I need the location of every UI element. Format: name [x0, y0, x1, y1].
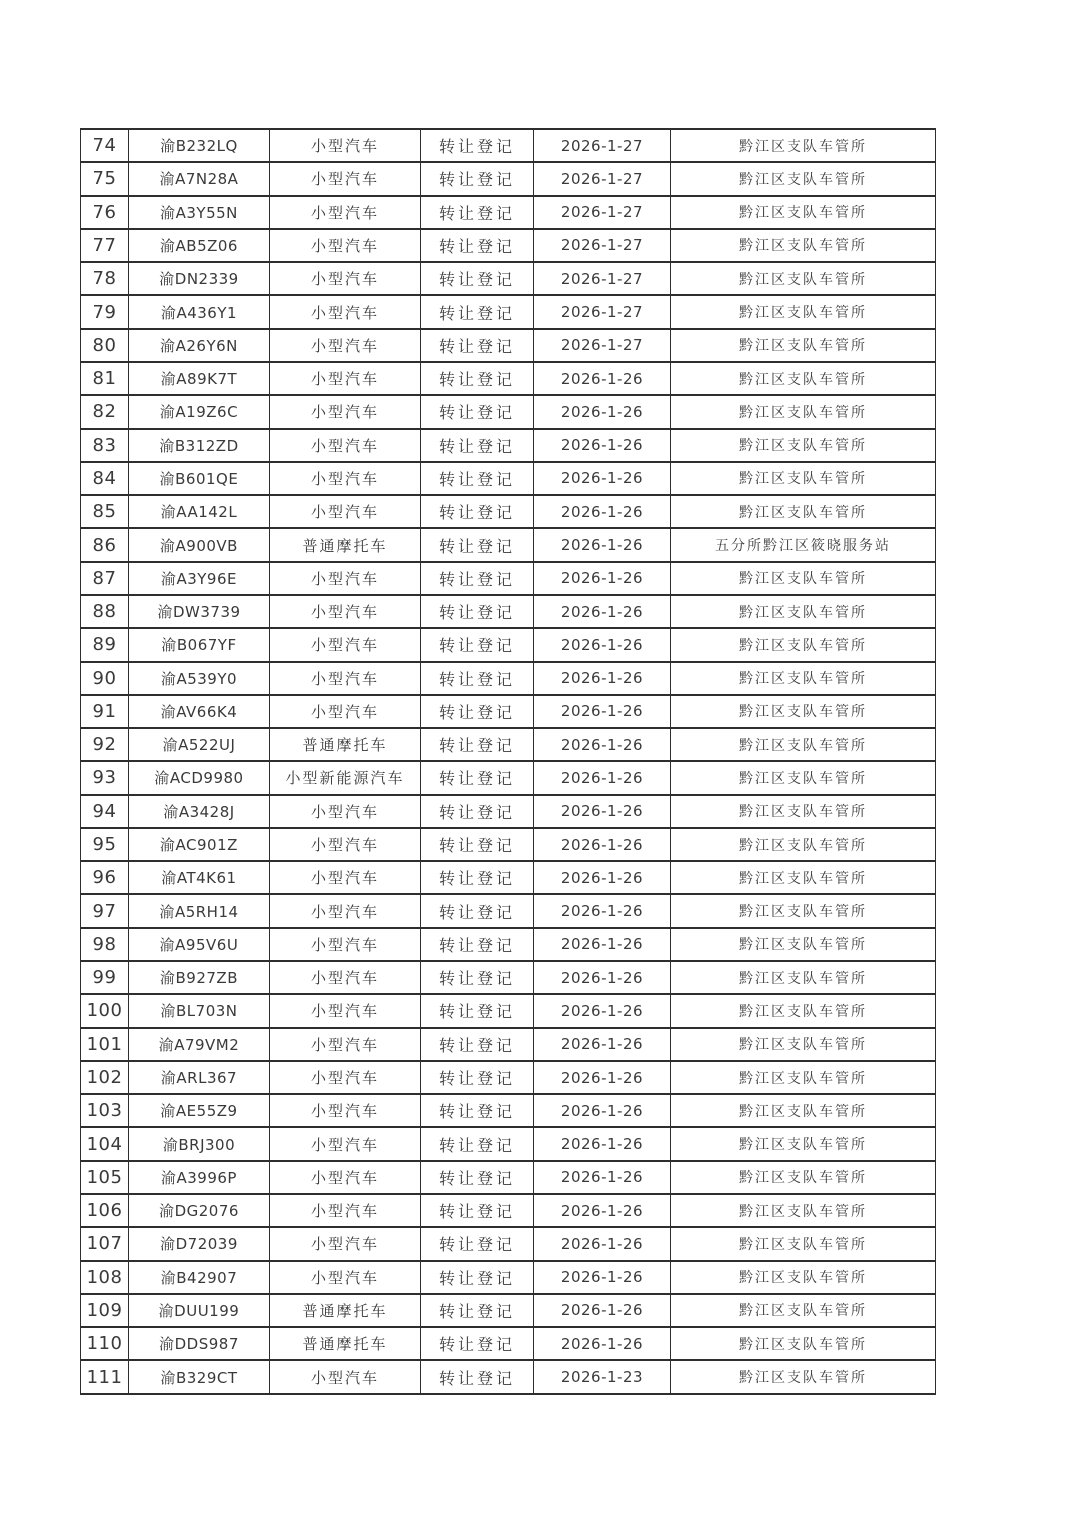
registration-office: 黔江区支队车管所 — [671, 961, 936, 994]
registration-type: 转让登记 — [421, 828, 534, 861]
row-index: 109 — [81, 1294, 129, 1327]
registration-office: 黔江区支队车管所 — [671, 1227, 936, 1260]
registration-date: 2026-1-27 — [534, 129, 671, 162]
registration-type: 转让登记 — [421, 1127, 534, 1160]
row-index: 102 — [81, 1061, 129, 1094]
row-index: 74 — [81, 129, 129, 162]
plate-number: 渝B067YF — [129, 628, 270, 661]
registration-type: 转让登记 — [421, 229, 534, 262]
plate-number: 渝A539Y0 — [129, 662, 270, 695]
vehicle-type: 小型汽车 — [270, 329, 421, 362]
plate-number: 渝DW3739 — [129, 595, 270, 628]
vehicle-type: 小型汽车 — [270, 495, 421, 528]
registration-type: 转让登记 — [421, 894, 534, 927]
registration-office: 黔江区支队车管所 — [671, 1028, 936, 1061]
plate-number: 渝B601QE — [129, 462, 270, 495]
row-index: 88 — [81, 595, 129, 628]
registration-office: 黔江区支队车管所 — [671, 395, 936, 428]
registration-type: 转让登记 — [421, 1028, 534, 1061]
registration-office: 黔江区支队车管所 — [671, 329, 936, 362]
registration-type: 转让登记 — [421, 395, 534, 428]
registration-office: 黔江区支队车管所 — [671, 1327, 936, 1360]
vehicle-type: 小型汽车 — [270, 1360, 421, 1394]
row-index: 98 — [81, 928, 129, 961]
registration-type: 转让登记 — [421, 429, 534, 462]
table-row — [81, 329, 936, 362]
registration-type: 转让登记 — [421, 795, 534, 828]
vehicle-type: 小型汽车 — [270, 362, 421, 395]
table-row — [81, 528, 936, 561]
table-row — [81, 1161, 936, 1194]
plate-number: 渝A7N28A — [129, 162, 270, 195]
registration-office: 黔江区支队车管所 — [671, 429, 936, 462]
row-index: 92 — [81, 728, 129, 761]
registration-office: 黔江区支队车管所 — [671, 928, 936, 961]
row-index: 76 — [81, 196, 129, 229]
row-index: 103 — [81, 1094, 129, 1127]
vehicle-type: 小型汽车 — [270, 1061, 421, 1094]
registration-date: 2026-1-26 — [534, 362, 671, 395]
table-row — [81, 1127, 936, 1160]
registration-date: 2026-1-26 — [534, 994, 671, 1027]
registration-office: 黔江区支队车管所 — [671, 695, 936, 728]
plate-number: 渝A3996P — [129, 1161, 270, 1194]
row-index: 105 — [81, 1161, 129, 1194]
table-row — [81, 662, 936, 695]
registration-type: 转让登记 — [421, 761, 534, 794]
row-index: 78 — [81, 262, 129, 295]
vehicle-registration-table — [80, 128, 936, 1395]
row-index: 104 — [81, 1127, 129, 1160]
vehicle-type: 小型汽车 — [270, 129, 421, 162]
registration-type: 转让登记 — [421, 129, 534, 162]
row-index: 91 — [81, 695, 129, 728]
table-row — [81, 395, 936, 428]
registration-date: 2026-1-26 — [534, 495, 671, 528]
registration-type: 转让登记 — [421, 1327, 534, 1360]
registration-office: 五分所黔江区筱晓服务站 — [671, 528, 936, 561]
registration-office: 黔江区支队车管所 — [671, 894, 936, 927]
registration-date: 2026-1-26 — [534, 1227, 671, 1260]
row-index: 77 — [81, 229, 129, 262]
registration-date: 2026-1-26 — [534, 595, 671, 628]
row-index: 90 — [81, 662, 129, 695]
plate-number: 渝B42907 — [129, 1261, 270, 1294]
registration-type: 转让登记 — [421, 196, 534, 229]
registration-date: 2026-1-26 — [534, 695, 671, 728]
registration-type: 转让登记 — [421, 961, 534, 994]
vehicle-type: 小型汽车 — [270, 562, 421, 595]
registration-office: 黔江区支队车管所 — [671, 295, 936, 328]
table-row — [81, 928, 936, 961]
vehicle-type: 小型汽车 — [270, 662, 421, 695]
registration-type: 转让登记 — [421, 728, 534, 761]
registration-date: 2026-1-26 — [534, 562, 671, 595]
vehicle-type: 小型汽车 — [270, 894, 421, 927]
row-index: 97 — [81, 894, 129, 927]
table-row — [81, 429, 936, 462]
registration-office: 黔江区支队车管所 — [671, 628, 936, 661]
vehicle-type: 小型汽车 — [270, 395, 421, 428]
vehicle-type: 小型汽车 — [270, 595, 421, 628]
table-row — [81, 129, 936, 162]
row-index: 95 — [81, 828, 129, 861]
plate-number: 渝DDS987 — [129, 1327, 270, 1360]
table-row — [81, 562, 936, 595]
row-index: 84 — [81, 462, 129, 495]
registration-office: 黔江区支队车管所 — [671, 1261, 936, 1294]
table-row — [81, 262, 936, 295]
row-index: 94 — [81, 795, 129, 828]
registration-date: 2026-1-26 — [534, 1028, 671, 1061]
registration-date: 2026-1-26 — [534, 462, 671, 495]
table-row — [81, 295, 936, 328]
registration-office: 黔江区支队车管所 — [671, 1094, 936, 1127]
plate-number: 渝AT4K61 — [129, 861, 270, 894]
row-index: 96 — [81, 861, 129, 894]
vehicle-type: 小型汽车 — [270, 1094, 421, 1127]
table-row — [81, 462, 936, 495]
vehicle-type: 小型汽车 — [270, 994, 421, 1027]
registration-office: 黔江区支队车管所 — [671, 196, 936, 229]
vehicle-type: 普通摩托车 — [270, 728, 421, 761]
registration-office: 黔江区支队车管所 — [671, 495, 936, 528]
table-row — [81, 229, 936, 262]
records-table-body — [81, 129, 936, 1394]
plate-number: 渝A89K7T — [129, 362, 270, 395]
table-row — [81, 994, 936, 1027]
registration-type: 转让登记 — [421, 528, 534, 561]
plate-number: 渝A5RH14 — [129, 894, 270, 927]
row-index: 106 — [81, 1194, 129, 1227]
plate-number: 渝A900VB — [129, 528, 270, 561]
plate-number: 渝B232LQ — [129, 129, 270, 162]
registration-type: 转让登记 — [421, 1194, 534, 1227]
registration-office: 黔江区支队车管所 — [671, 861, 936, 894]
vehicle-type: 小型汽车 — [270, 262, 421, 295]
registration-date: 2026-1-27 — [534, 162, 671, 195]
table-row — [81, 795, 936, 828]
registration-type: 转让登记 — [421, 928, 534, 961]
registration-type: 转让登记 — [421, 295, 534, 328]
plate-number: 渝ACD9980 — [129, 761, 270, 794]
registration-office: 黔江区支队车管所 — [671, 1360, 936, 1394]
registration-date: 2026-1-26 — [534, 395, 671, 428]
plate-number: 渝AV66K4 — [129, 695, 270, 728]
registration-date: 2026-1-26 — [534, 1161, 671, 1194]
vehicle-type: 小型汽车 — [270, 162, 421, 195]
vehicle-type: 小型汽车 — [270, 462, 421, 495]
table-row — [81, 1360, 936, 1394]
registration-type: 转让登记 — [421, 1261, 534, 1294]
registration-office: 黔江区支队车管所 — [671, 362, 936, 395]
table-row — [81, 961, 936, 994]
registration-office: 黔江区支队车管所 — [671, 662, 936, 695]
row-index: 108 — [81, 1261, 129, 1294]
registration-date: 2026-1-26 — [534, 1061, 671, 1094]
row-index: 85 — [81, 495, 129, 528]
registration-type: 转让登记 — [421, 595, 534, 628]
plate-number: 渝BL703N — [129, 994, 270, 1027]
vehicle-type: 小型汽车 — [270, 695, 421, 728]
registration-type: 转让登记 — [421, 362, 534, 395]
row-index: 99 — [81, 961, 129, 994]
registration-office: 黔江区支队车管所 — [671, 761, 936, 794]
registration-date: 2026-1-27 — [534, 262, 671, 295]
registration-date: 2026-1-26 — [534, 761, 671, 794]
registration-office: 黔江区支队车管所 — [671, 828, 936, 861]
row-index: 110 — [81, 1327, 129, 1360]
registration-type: 转让登记 — [421, 462, 534, 495]
table-row — [81, 695, 936, 728]
plate-number: 渝DUU199 — [129, 1294, 270, 1327]
plate-number: 渝A95V6U — [129, 928, 270, 961]
vehicle-type: 小型汽车 — [270, 1161, 421, 1194]
registration-type: 转让登记 — [421, 262, 534, 295]
registration-office: 黔江区支队车管所 — [671, 1194, 936, 1227]
table-row — [81, 196, 936, 229]
vehicle-type: 小型汽车 — [270, 1261, 421, 1294]
table-row — [81, 761, 936, 794]
registration-date: 2026-1-26 — [534, 795, 671, 828]
plate-number: 渝AB5Z06 — [129, 229, 270, 262]
registration-type: 转让登记 — [421, 562, 534, 595]
table-row — [81, 1327, 936, 1360]
registration-type: 转让登记 — [421, 1161, 534, 1194]
vehicle-type: 小型汽车 — [270, 295, 421, 328]
table-row — [81, 595, 936, 628]
registration-office: 黔江区支队车管所 — [671, 229, 936, 262]
registration-date: 2026-1-26 — [534, 828, 671, 861]
vehicle-type: 小型汽车 — [270, 229, 421, 262]
row-index: 86 — [81, 528, 129, 561]
vehicle-type: 小型汽车 — [270, 928, 421, 961]
plate-number: 渝AC901Z — [129, 828, 270, 861]
vehicle-type: 小型新能源汽车 — [270, 761, 421, 794]
registration-type: 转让登记 — [421, 162, 534, 195]
table-row — [81, 1227, 936, 1260]
row-index: 100 — [81, 994, 129, 1027]
registration-date: 2026-1-23 — [534, 1360, 671, 1394]
row-index: 93 — [81, 761, 129, 794]
plate-number: 渝A522UJ — [129, 728, 270, 761]
registration-date: 2026-1-26 — [534, 1094, 671, 1127]
plate-number: 渝DG2076 — [129, 1194, 270, 1227]
registration-type: 转让登记 — [421, 695, 534, 728]
plate-number: 渝A3Y55N — [129, 196, 270, 229]
registration-office: 黔江区支队车管所 — [671, 795, 936, 828]
registration-date: 2026-1-26 — [534, 1294, 671, 1327]
registration-office: 黔江区支队车管所 — [671, 129, 936, 162]
plate-number: 渝A26Y6N — [129, 329, 270, 362]
plate-number: 渝A3Y96E — [129, 562, 270, 595]
registration-office: 黔江区支队车管所 — [671, 162, 936, 195]
row-index: 80 — [81, 329, 129, 362]
row-index: 75 — [81, 162, 129, 195]
table-row — [81, 362, 936, 395]
plate-number: 渝A79VM2 — [129, 1028, 270, 1061]
table-row — [81, 1094, 936, 1127]
vehicle-type: 小型汽车 — [270, 861, 421, 894]
registration-office: 黔江区支队车管所 — [671, 595, 936, 628]
plate-number: 渝A3428J — [129, 795, 270, 828]
plate-number: 渝B329CT — [129, 1360, 270, 1394]
row-index: 107 — [81, 1227, 129, 1260]
registration-type: 转让登记 — [421, 994, 534, 1027]
registration-type: 转让登记 — [421, 1227, 534, 1260]
table-row — [81, 1061, 936, 1094]
plate-number: 渝B312ZD — [129, 429, 270, 462]
vehicle-type: 小型汽车 — [270, 1028, 421, 1061]
vehicle-type: 小型汽车 — [270, 429, 421, 462]
registration-date: 2026-1-27 — [534, 295, 671, 328]
registration-date: 2026-1-26 — [534, 528, 671, 561]
registration-type: 转让登记 — [421, 1360, 534, 1394]
plate-number: 渝BRJ300 — [129, 1127, 270, 1160]
registration-date: 2026-1-26 — [534, 662, 671, 695]
registration-type: 转让登记 — [421, 1061, 534, 1094]
registration-date: 2026-1-26 — [534, 728, 671, 761]
registration-office: 黔江区支队车管所 — [671, 262, 936, 295]
row-index: 79 — [81, 295, 129, 328]
registration-date: 2026-1-26 — [534, 1261, 671, 1294]
registration-date: 2026-1-26 — [534, 1127, 671, 1160]
vehicle-type: 普通摩托车 — [270, 1294, 421, 1327]
registration-date: 2026-1-26 — [534, 894, 671, 927]
plate-number: 渝A436Y1 — [129, 295, 270, 328]
table-row — [81, 728, 936, 761]
registration-office: 黔江区支队车管所 — [671, 1061, 936, 1094]
registration-office: 黔江区支队车管所 — [671, 994, 936, 1027]
row-index: 87 — [81, 562, 129, 595]
registration-office: 黔江区支队车管所 — [671, 562, 936, 595]
registration-date: 2026-1-26 — [534, 1194, 671, 1227]
plate-number: 渝D72039 — [129, 1227, 270, 1260]
table-row — [81, 1294, 936, 1327]
row-index: 81 — [81, 362, 129, 395]
plate-number: 渝B927ZB — [129, 961, 270, 994]
table-row — [81, 1194, 936, 1227]
table-row — [81, 1028, 936, 1061]
plate-number: 渝ARL367 — [129, 1061, 270, 1094]
table-row — [81, 162, 936, 195]
table-row — [81, 828, 936, 861]
vehicle-type: 小型汽车 — [270, 795, 421, 828]
vehicle-type: 小型汽车 — [270, 961, 421, 994]
vehicle-type: 普通摩托车 — [270, 528, 421, 561]
row-index: 111 — [81, 1360, 129, 1394]
row-index: 83 — [81, 429, 129, 462]
registration-date: 2026-1-26 — [534, 429, 671, 462]
vehicle-type: 小型汽车 — [270, 1227, 421, 1260]
vehicle-type: 普通摩托车 — [270, 1327, 421, 1360]
registration-type: 转让登记 — [421, 495, 534, 528]
row-index: 101 — [81, 1028, 129, 1061]
registration-type: 转让登记 — [421, 329, 534, 362]
vehicle-type: 小型汽车 — [270, 1194, 421, 1227]
vehicle-type: 小型汽车 — [270, 828, 421, 861]
registration-date: 2026-1-27 — [534, 329, 671, 362]
row-index: 89 — [81, 628, 129, 661]
plate-number: 渝AA142L — [129, 495, 270, 528]
plate-number: 渝A19Z6C — [129, 395, 270, 428]
table-row — [81, 495, 936, 528]
vehicle-type: 小型汽车 — [270, 628, 421, 661]
registration-date: 2026-1-27 — [534, 196, 671, 229]
registration-office: 黔江区支队车管所 — [671, 462, 936, 495]
registration-type: 转让登记 — [421, 628, 534, 661]
registration-date: 2026-1-26 — [534, 961, 671, 994]
table-row — [81, 861, 936, 894]
plate-number: 渝DN2339 — [129, 262, 270, 295]
row-index: 82 — [81, 395, 129, 428]
registration-office: 黔江区支队车管所 — [671, 1161, 936, 1194]
registration-office: 黔江区支队车管所 — [671, 728, 936, 761]
registration-date: 2026-1-26 — [534, 628, 671, 661]
registration-office: 黔江区支队车管所 — [671, 1127, 936, 1160]
registration-office: 黔江区支队车管所 — [671, 1294, 936, 1327]
vehicle-type: 小型汽车 — [270, 1127, 421, 1160]
registration-type: 转让登记 — [421, 861, 534, 894]
registration-date: 2026-1-26 — [534, 928, 671, 961]
registration-date: 2026-1-26 — [534, 1327, 671, 1360]
plate-number: 渝AE55Z9 — [129, 1094, 270, 1127]
registration-date: 2026-1-26 — [534, 861, 671, 894]
registration-type: 转让登记 — [421, 1094, 534, 1127]
registration-type: 转让登记 — [421, 662, 534, 695]
vehicle-type: 小型汽车 — [270, 196, 421, 229]
table-row — [81, 628, 936, 661]
table-row — [81, 1261, 936, 1294]
table-row — [81, 894, 936, 927]
registration-type: 转让登记 — [421, 1294, 534, 1327]
registration-date: 2026-1-27 — [534, 229, 671, 262]
